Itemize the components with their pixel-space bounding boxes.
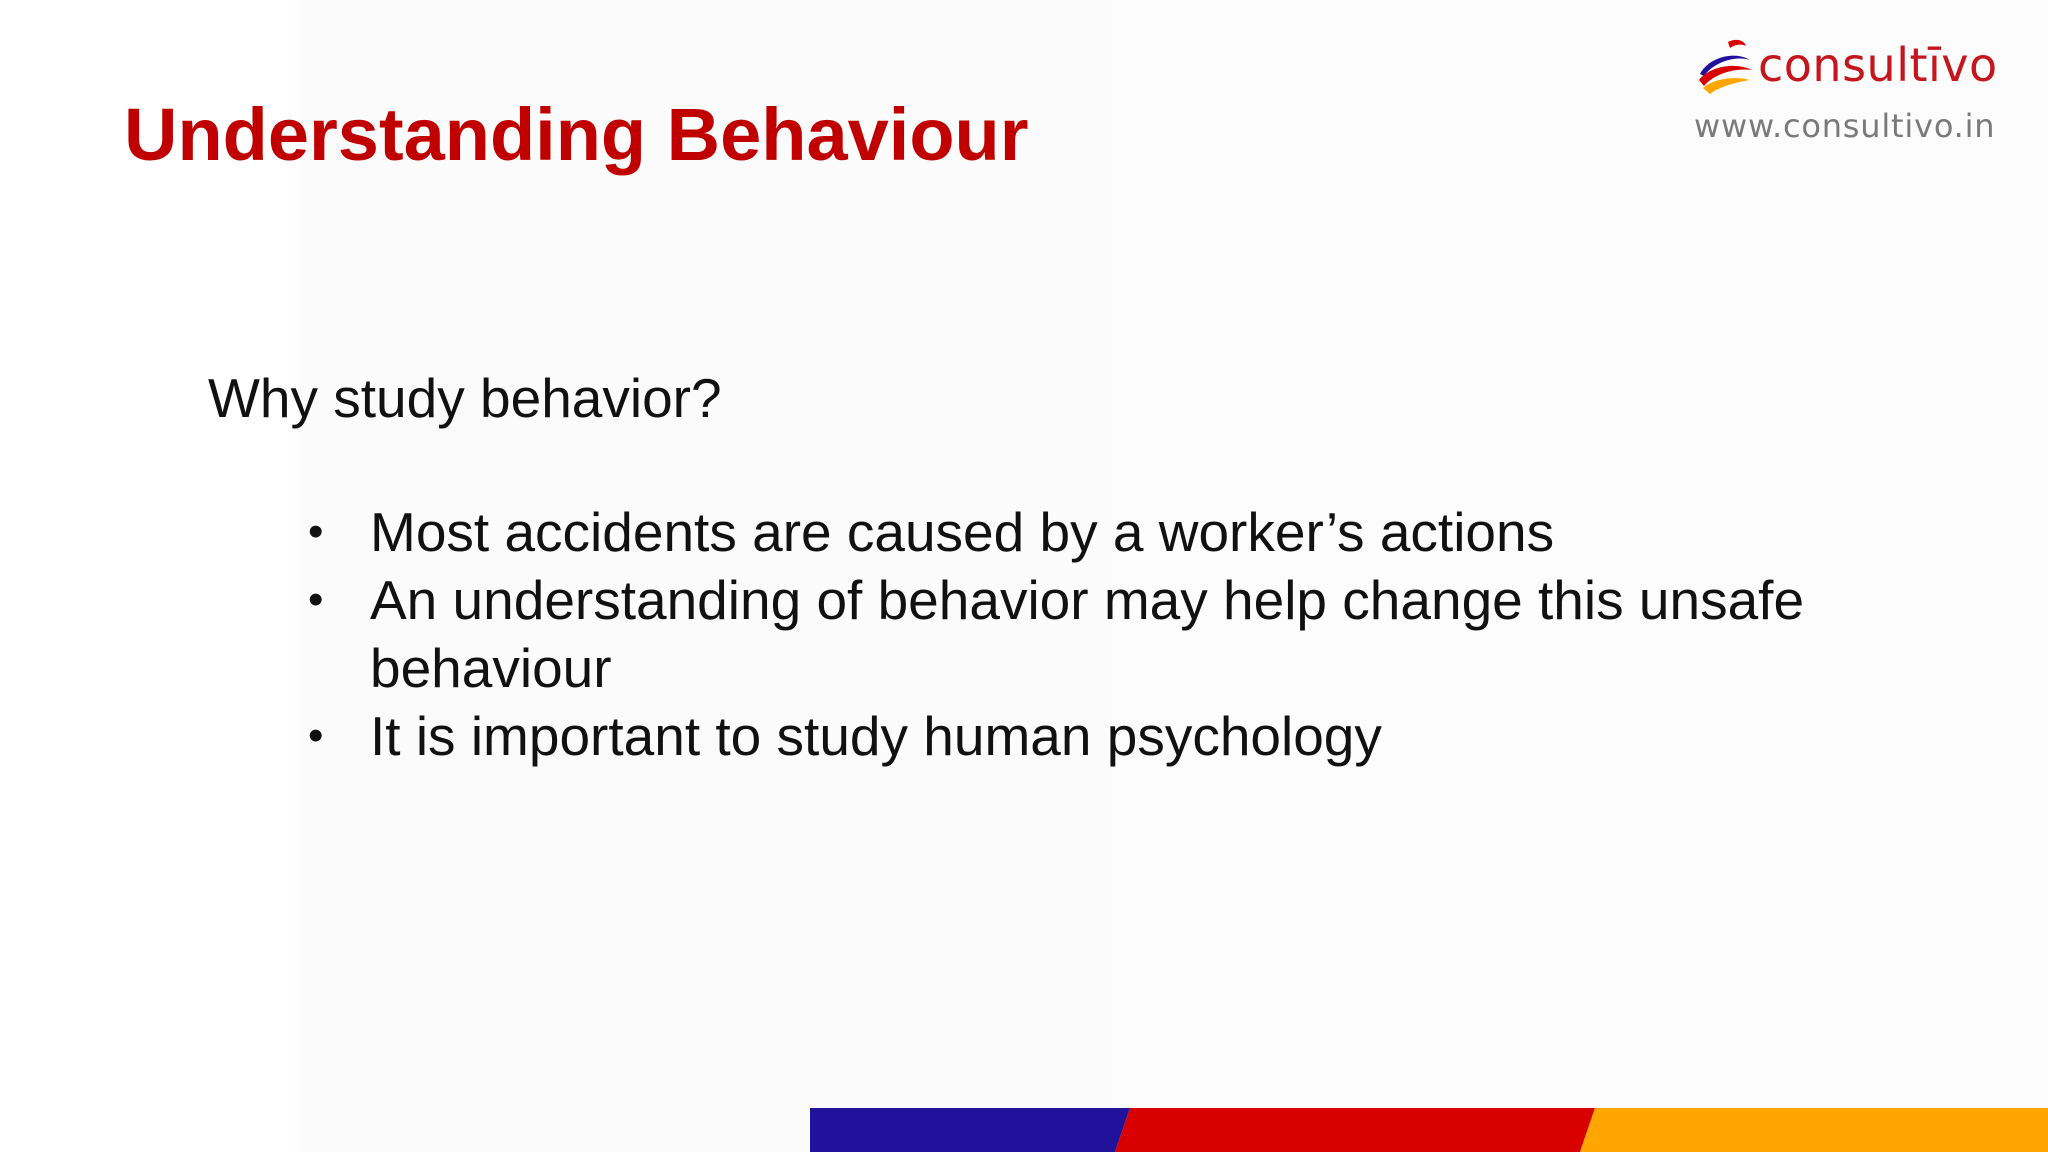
consultivo-swirl-icon xyxy=(1694,34,1756,96)
bullet-dot-icon: • xyxy=(308,575,324,624)
brand-url: www.consultivo.in xyxy=(1694,107,1996,145)
bullet-item xyxy=(300,702,1900,770)
footer-bar-orange xyxy=(1580,1108,2048,1152)
bullet-text: An understanding of behavior may help change this unsafe behaviour xyxy=(370,569,1805,699)
brand-wordmark: consultīvo xyxy=(1758,38,1998,92)
bullet-dot-icon: • xyxy=(308,507,324,556)
bullet-list xyxy=(300,498,1900,770)
bullet-text: It is important to study human psychology xyxy=(370,705,1382,767)
footer-bar-red xyxy=(1115,1108,1595,1152)
slide-title: Understanding Behaviour xyxy=(124,93,1029,176)
bullet-dot-icon: • xyxy=(308,711,324,760)
footer-color-bar xyxy=(810,1108,2048,1152)
bullet-text: Most accidents are caused by a worker’s actions xyxy=(370,501,1555,563)
footer-bar-blue xyxy=(810,1108,1130,1152)
brand-logo xyxy=(1694,34,1998,154)
slide-subtitle: Why study behavior? xyxy=(208,367,722,429)
bullet-item xyxy=(300,498,1900,566)
bullet-item xyxy=(300,566,1900,702)
